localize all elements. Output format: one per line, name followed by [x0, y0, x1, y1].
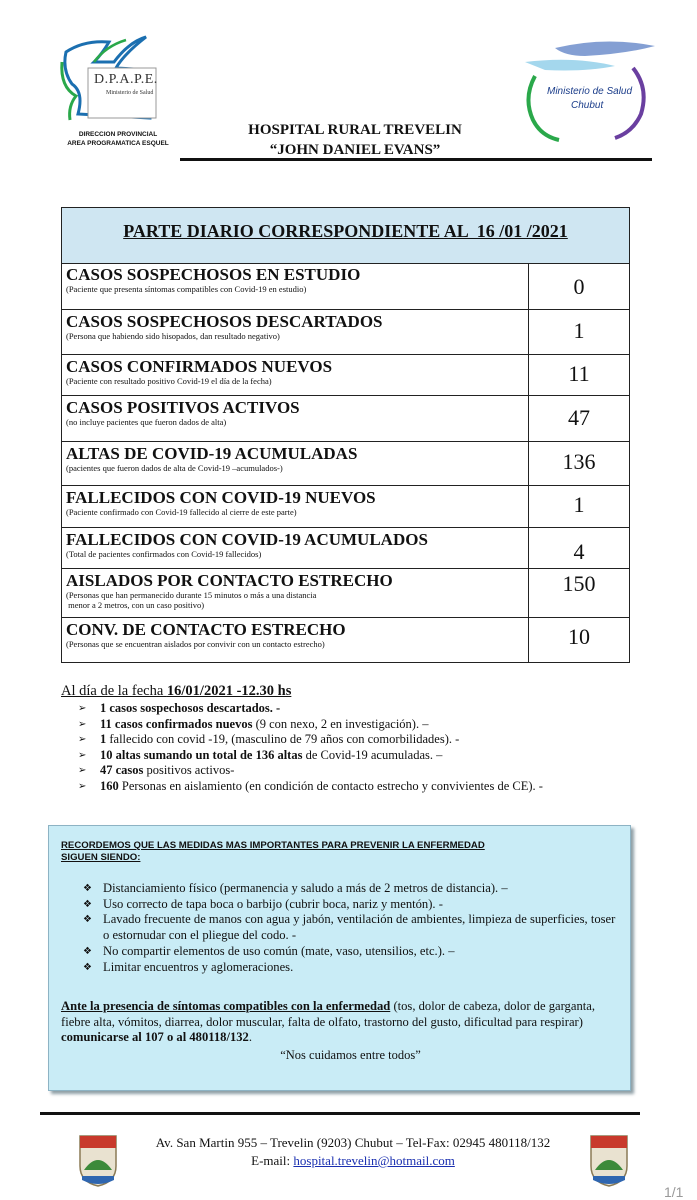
trevelin-crest-icon	[76, 1130, 120, 1188]
diamond-bullet-icon: ❖	[83, 883, 92, 894]
list-item	[78, 779, 638, 795]
row-note: (pacientes que fueron dados de alta de Covid-19 –acumulados-)	[66, 463, 283, 473]
summary-item-bold: 1 casos sospechosos descartados. -	[100, 701, 281, 715]
call-end: .	[248, 1030, 253, 1044]
row-label: FALLECIDOS CON COVID-19 NUEVOS	[66, 488, 376, 507]
diamond-bullet-icon: ❖	[83, 914, 92, 926]
row-label: CONV. DE CONTACTO ESTRECHO	[66, 620, 346, 639]
footer-address: Av. San Martin 955 – Trevelin (9203) Chubut – Tel-Fax: 02945 480118/132	[155, 1135, 551, 1150]
row-value: 0	[528, 263, 629, 309]
dpape-logo-caption-line2: AREA PROGRAMATICA ESQUEL	[67, 140, 169, 147]
row-note: (Personas que se encuentran aislados por convivir con un contacto estrecho)	[66, 639, 325, 649]
summary-datetime: 16/01/2021 -12.30 hs	[166, 683, 292, 699]
row-value: 4	[528, 528, 629, 568]
row-label: FALLECIDOS CON COVID-19 ACUMULADOS	[66, 530, 428, 549]
table-row	[62, 486, 629, 528]
prevention-box	[48, 825, 631, 1091]
prevention-list	[83, 881, 623, 975]
row-note: (Paciente que presenta síntomas compatibles con Covid-19 en estudio)	[66, 284, 307, 294]
row-value: 136	[528, 442, 629, 485]
list-item	[83, 897, 623, 913]
hospital-name	[220, 120, 490, 160]
daily-report-table	[61, 207, 630, 663]
list-item	[83, 912, 623, 943]
row-value: 11	[528, 355, 629, 395]
summary-item-text: fallecido con covid -19, (masculino de 79 años con comorbilidades). -	[106, 732, 460, 746]
list-item	[83, 881, 623, 897]
row-note-line2: menor a 2 metros, con un caso positivo)	[66, 600, 205, 610]
list-item	[78, 748, 638, 764]
row-label: CASOS SOSPECHOSOS EN ESTUDIO	[66, 265, 361, 284]
footer-contact	[118, 1134, 588, 1170]
dpape-logo-caption	[58, 130, 178, 148]
table-row	[62, 569, 629, 618]
ministerio-salud-logo	[515, 38, 660, 148]
table-row	[62, 442, 629, 486]
arrow-bullet-icon: ➢	[78, 718, 87, 730]
symptoms-list: (tos, dolor de cabeza, dolor de garganta, fiebre alta, vómitos, diarrea, dolor muscular, falta de olfato, trastorno del gusto, dificultad para respirar)	[61, 999, 595, 1029]
row-label: ALTAS DE COVID-19 ACUMULADAS	[66, 444, 358, 463]
list-item	[78, 763, 638, 779]
prevention-item-text: No compartir elementos de uso común (mate, vaso, utensilios, etc.). –	[103, 943, 455, 958]
row-note: (no incluye pacientes que fueron dados de alta)	[66, 417, 227, 427]
table-row	[62, 355, 629, 396]
list-item	[83, 944, 623, 960]
summary-item-bold: 1	[100, 732, 107, 746]
row-value: 150	[528, 569, 629, 617]
hospital-name-line2: “JOHN DANIEL EVANS”	[269, 142, 441, 158]
diamond-bullet-icon: ❖	[83, 945, 92, 957]
list-item	[78, 732, 638, 748]
summary-item-text: positivos activos-	[143, 763, 235, 777]
call-numbers: comunicarse al 107 o al 480118/132	[61, 1030, 249, 1044]
summary-list	[78, 701, 638, 794]
prevention-title	[61, 840, 621, 864]
row-value: 1	[528, 486, 629, 527]
row-value: 10	[528, 618, 629, 662]
summary-item-text: de Covid-19 acumuladas. –	[302, 747, 443, 762]
summary-heading	[61, 683, 291, 700]
header-divider	[180, 158, 652, 161]
arrow-bullet-icon: ➢	[78, 734, 87, 745]
footer-email-label: E-mail:	[251, 1153, 294, 1168]
arrow-bullet-icon: ➢	[78, 749, 87, 761]
trevelin-crest-icon	[587, 1130, 631, 1188]
daily-report-header	[62, 208, 629, 264]
prevention-title-line2: SIGUEN SIENDO:	[61, 852, 141, 863]
row-value: 47	[528, 396, 629, 441]
row-label: AISLADOS POR CONTACTO ESTRECHO	[66, 571, 393, 590]
summary-item-bold: 160	[100, 778, 119, 793]
row-note: (Personas que han permanecido durante 15 minutos o más a una distancia	[66, 590, 317, 600]
prevention-title-line1: RECORDEMOS QUE LAS MEDIDAS MAS IMPORTANTES PARA PREVENIR LA ENFERMEDAD	[61, 840, 485, 851]
symptoms-lead: Ante la presencia de síntomas compatibles con la enfermedad	[61, 999, 391, 1013]
list-item	[78, 701, 638, 717]
summary-intro: Al día de la fecha	[61, 683, 167, 699]
summary-item-bold: 47 casos	[100, 763, 144, 777]
summary-item-bold: 10 altas sumando un total de 136 altas	[100, 747, 303, 762]
dpape-logo-subtitle: Ministerio de Salud	[106, 90, 154, 96]
row-label: CASOS POSITIVOS ACTIVOS	[66, 398, 300, 417]
row-note: (Total de pacientes confirmados con Covid-19 fallecidos)	[66, 549, 262, 559]
arrow-bullet-icon: ➢	[78, 780, 87, 792]
page-number: 1/1	[664, 1184, 684, 1200]
summary-item-text: Personas en aislamiento (en condición de contacto estrecho y convivientes de CE). -	[118, 778, 543, 793]
row-label: CASOS SOSPECHOSOS DESCARTADOS	[66, 312, 383, 331]
row-note: (Paciente con resultado positivo Covid-19 el día de la fecha)	[66, 376, 272, 386]
motto: “Nos cuidamos entre todos”	[280, 1048, 421, 1062]
list-item	[78, 717, 638, 733]
summary-item-bold: 11 casos confirmados nuevos	[100, 716, 253, 731]
footer-email-line	[118, 1152, 588, 1170]
table-row	[62, 396, 629, 442]
table-row	[62, 263, 629, 310]
dpape-logo-caption-line1: DIRECCION PROVINCIAL	[78, 131, 158, 138]
list-item	[83, 960, 623, 976]
dpape-logo	[54, 32, 184, 154]
prevention-item-text: Uso correcto de tapa boca o barbijo (cubrir boca, nariz y mentón). -	[103, 896, 443, 911]
row-note: (Paciente confirmado con Covid-19 fallecido al cierre de este parte)	[66, 507, 297, 517]
ministerio-salud-logo-line2: Chubut	[571, 100, 604, 111]
row-value: 1	[528, 310, 629, 354]
diamond-bullet-icon: ❖	[83, 898, 92, 910]
symptoms-paragraph	[61, 999, 621, 1046]
row-label: CASOS CONFIRMADOS NUEVOS	[66, 357, 333, 376]
daily-report-title: PARTE DIARIO CORRESPONDIENTE AL 16 /01 /2021	[123, 221, 568, 241]
email-link[interactable]: hospital.trevelin@hotmail.com	[293, 1153, 455, 1168]
arrow-bullet-icon: ➢	[78, 765, 87, 776]
arrow-bullet-icon: ➢	[78, 703, 87, 714]
table-row	[62, 528, 629, 569]
prevention-item-text: Distanciamiento físico (permanencia y saludo a más de 2 metros de distancia). –	[103, 881, 508, 895]
table-row	[62, 618, 629, 662]
footer-divider	[40, 1112, 640, 1115]
row-note: (Persona que habiendo sido hisopados, dan resultado negativo)	[66, 331, 280, 341]
ministerio-salud-logo-line1: Ministerio de Salud	[547, 86, 633, 97]
hospital-name-line1: HOSPITAL RURAL TREVELIN	[248, 122, 462, 138]
dpape-logo-name: D.P.A.P.E.	[94, 72, 158, 87]
prevention-item-text: Lavado frecuente de manos con agua y jabón, ventilación de ambientes, limpieza de superficies, toser o estornudar con el pliegue del codo. -	[103, 912, 616, 943]
summary-item-text: (9 con nexo, 2 en investigación). –	[252, 716, 429, 731]
prevention-item-text: Limitar encuentros y aglomeraciones.	[103, 959, 294, 974]
table-row	[62, 310, 629, 355]
diamond-bullet-icon: ❖	[83, 961, 92, 973]
